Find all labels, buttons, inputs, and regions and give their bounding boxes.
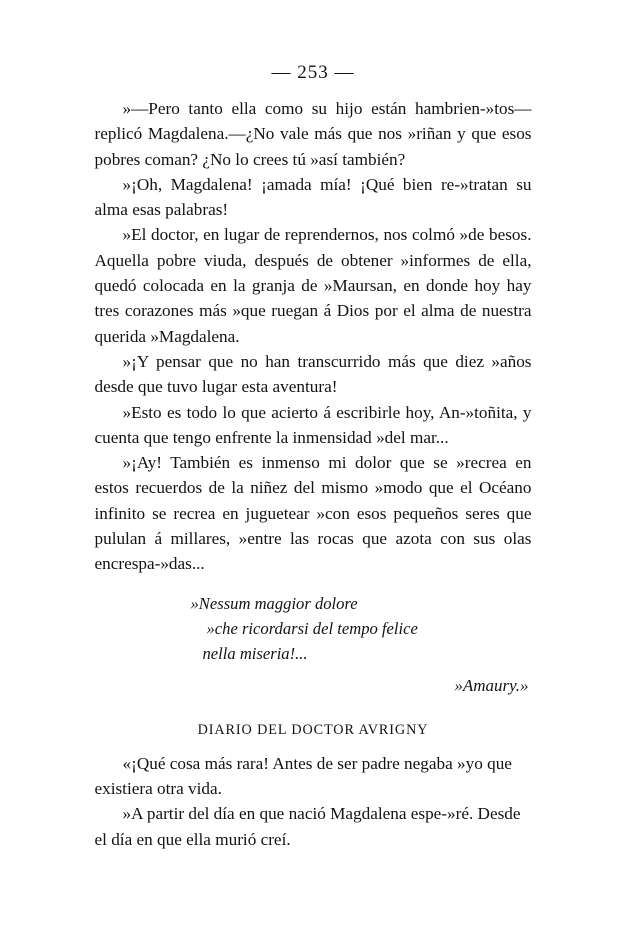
- page-number: — 253 —: [271, 62, 355, 83]
- verse-quote: [95, 591, 532, 666]
- paragraph: »—Pero tanto ella como su hijo están hambrien-»tos—replicó Magdalena.—¿No vale más que nos »riñan y que esos pobres coman? ¿No lo crees tú »así también?: [94, 99, 532, 169]
- paragraph: »A partir del día en que nació Magdalena espe-»ré. Desde el día en que ella murió creí.: [94, 804, 521, 849]
- closing-text-block: [95, 751, 532, 852]
- paragraph: »El doctor, en lugar de reprendernos, nos colmó »de besos. Aquella pobre viuda, después de obtener »informes de ella, quedó colocada en la granja de »Maursan, en donde hoy hay tres corazones más »que ruegan á Dios por el alma de nuestra querida »Magdalena.: [94, 225, 532, 346]
- paragraph: »¡Y pensar que no han transcurrido más que diez »años desde que tuvo lugar esta aventura!: [94, 351, 532, 397]
- body-text-block: [95, 96, 532, 577]
- paragraph: »¡Oh, Magdalena! ¡amada mía! ¡Qué bien re-»tratan su alma esas palabras!: [94, 174, 532, 220]
- paragraph: «¡Qué cosa más rara! Antes de ser padre negaba »yo que existiera otra vida.: [94, 753, 512, 798]
- quote-line: »che ricordarsi del tempo felice: [206, 618, 418, 638]
- section-heading: DIARIO DEL DOCTOR AVRIGNY: [197, 721, 429, 738]
- paragraph: »¡Ay! También es inmenso mi dolor que se »recrea en estos recuerdos de la niñez del mismo »modo que el Océano infinito se recrea en juguetear »con esos pequeños seres que pululan á millares, »entre las rocas que azota con sus olas encrespa-»das...: [94, 453, 532, 574]
- paragraph: »Esto es todo lo que acierto á escribirle hoy, An-»toñita, y cuenta que tengo enfrente la inmensidad »del mar...: [94, 402, 532, 447]
- quote-line: »Nessum maggior dolore: [190, 593, 358, 613]
- quote-line: nella miseria!...: [202, 643, 308, 663]
- letter-signature: »Amaury.»: [454, 675, 529, 695]
